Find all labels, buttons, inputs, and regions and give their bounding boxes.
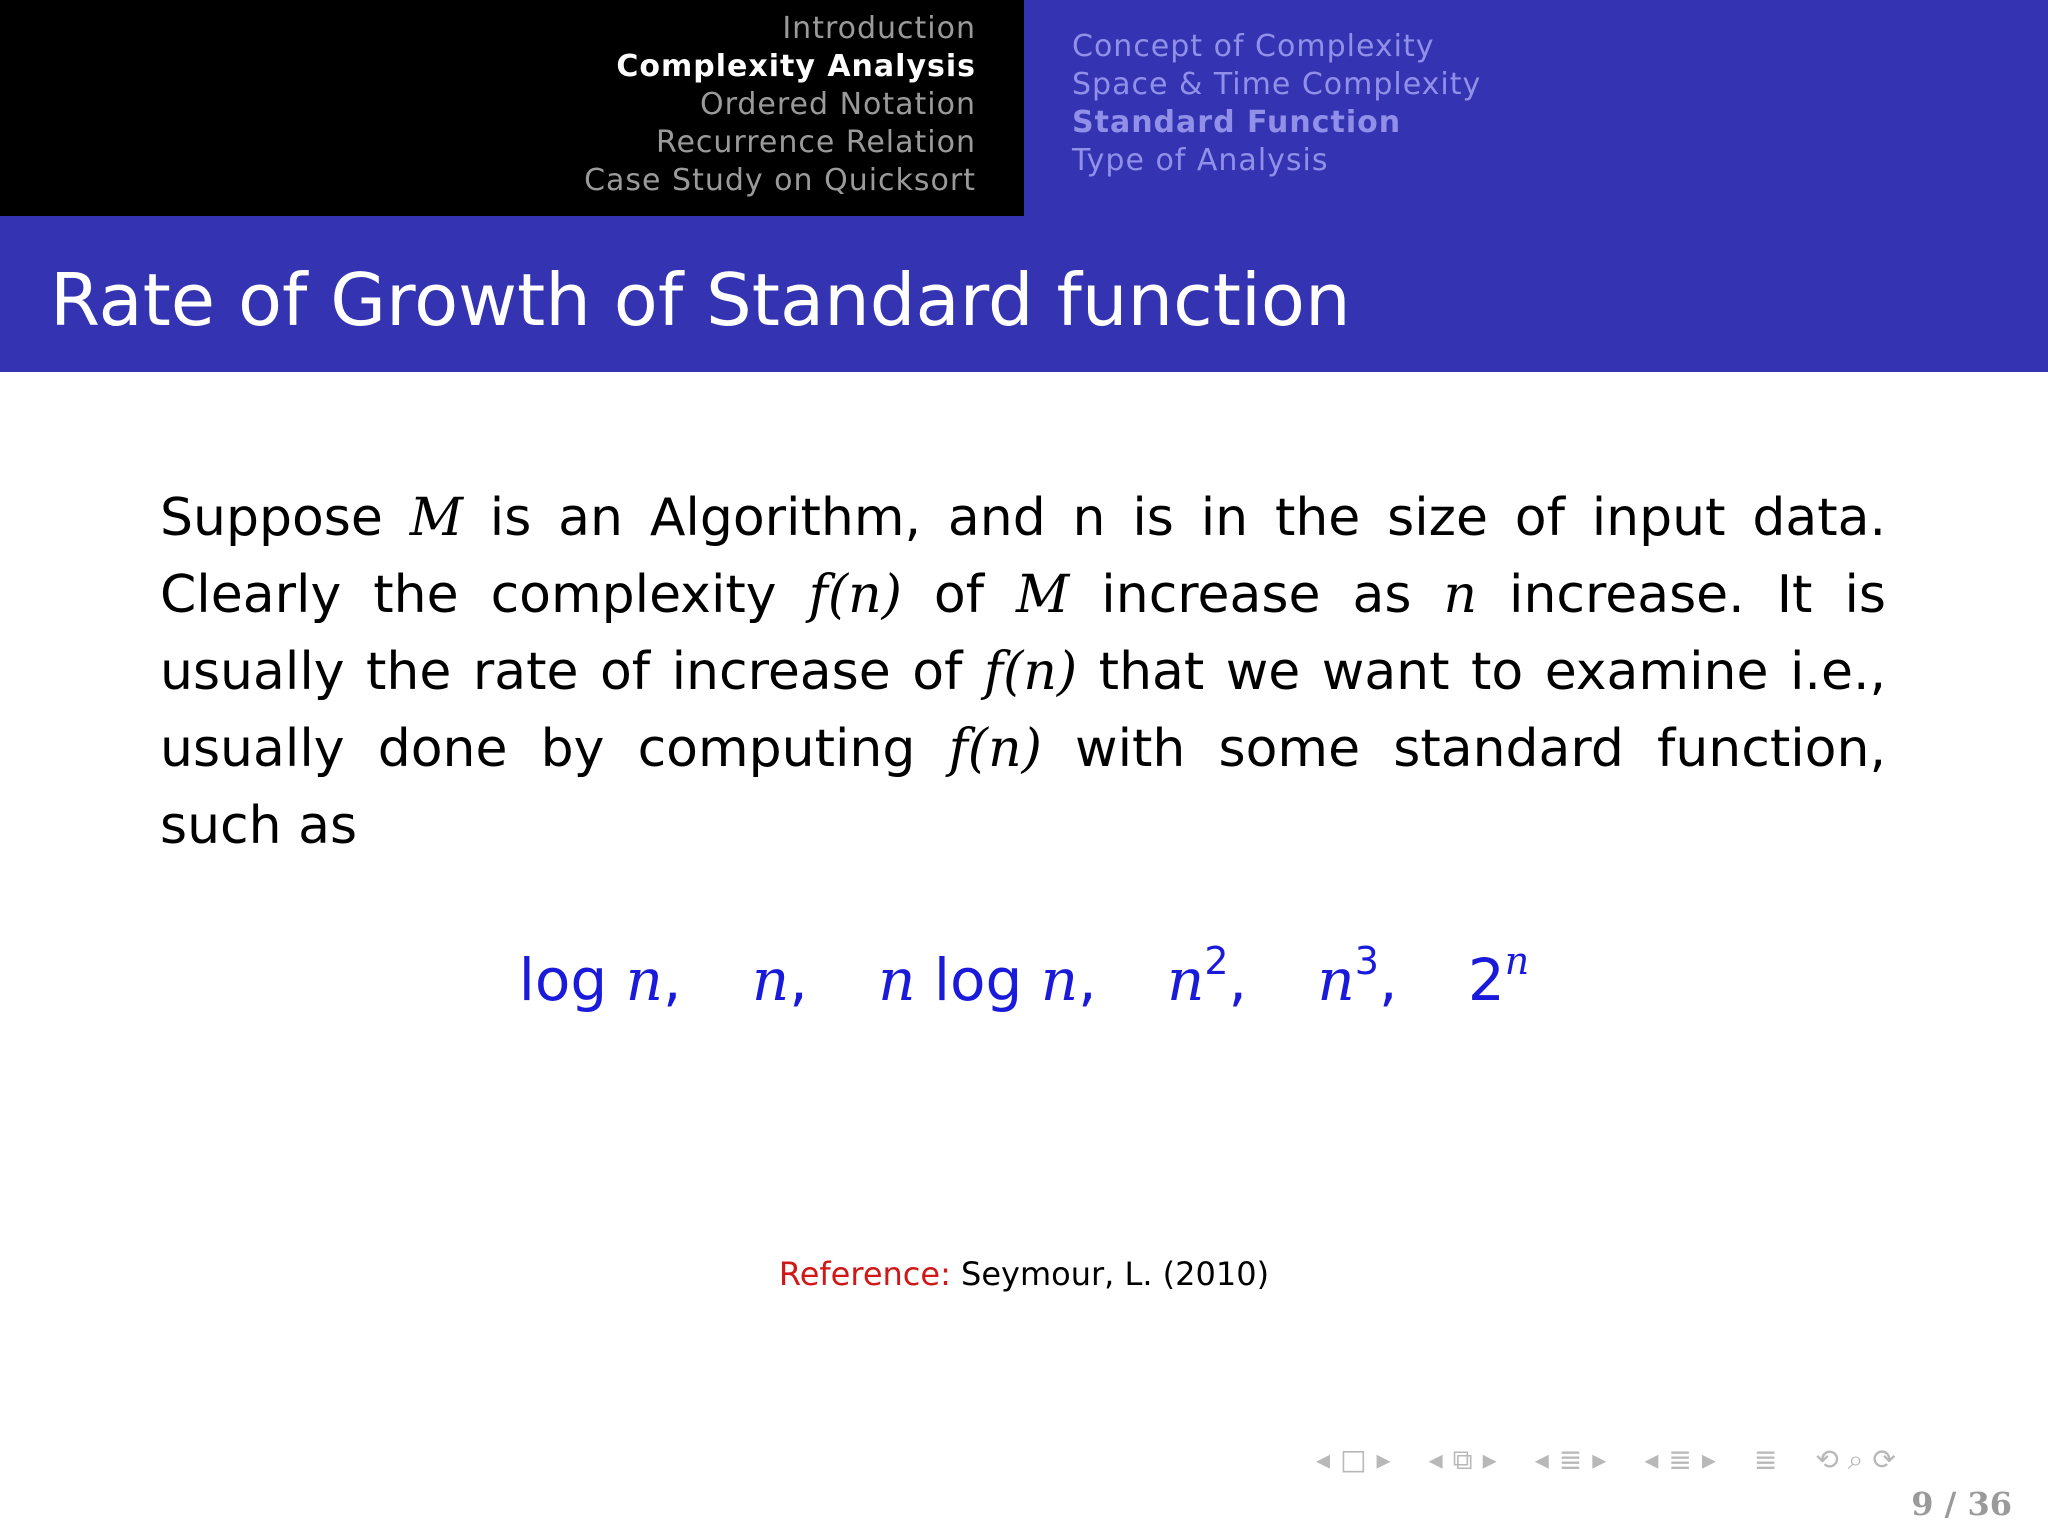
base-two: 2	[1467, 946, 1505, 1014]
math-f-of-n: f(n)	[948, 719, 1042, 779]
body-text-segment: of	[901, 565, 1017, 625]
math-variable-n: n	[1317, 946, 1355, 1014]
math-f-of-n: f(n)	[983, 642, 1078, 702]
exponent: 2	[1204, 939, 1229, 983]
prev-subsection-icon[interactable]: ◂	[1534, 1443, 1549, 1476]
math-algorithm-m: M	[1016, 565, 1070, 625]
math-variable-n: n	[878, 946, 916, 1014]
next-subsection-icon[interactable]: ▸	[1592, 1443, 1607, 1476]
frame-icon[interactable]: ⧉	[1452, 1443, 1473, 1476]
nav-section-introduction[interactable]: Introduction	[782, 11, 976, 46]
math-variable-n: n	[751, 946, 790, 1014]
page-number: 9 / 36	[1911, 1485, 2012, 1523]
body-text-segment: Suppose	[160, 488, 410, 548]
next-section-icon[interactable]: ▸	[1701, 1443, 1716, 1476]
comma: ,	[1078, 946, 1097, 1014]
nav-subsection-concept-of-complexity[interactable]: Concept of Complexity	[1072, 29, 1435, 64]
math-f-of-n: f(n)	[808, 565, 902, 625]
nav-section-case-study-quicksort[interactable]: Case Study on Quicksort	[584, 163, 976, 198]
function-log-n	[519, 940, 682, 1020]
comma: ,	[662, 946, 682, 1014]
frame-title-bar	[0, 216, 2048, 372]
math-variable-n: n	[1166, 946, 1205, 1014]
function-n-squared	[1167, 940, 1247, 1020]
toc-icon[interactable]: ≣	[1753, 1443, 1778, 1476]
body-text-segment: with some standard function, such as	[160, 719, 1886, 856]
comma: ,	[789, 946, 808, 1014]
body-text-segment: is an Algorithm, and n is in the size of input data. Clearly the complexity	[160, 488, 1886, 625]
nav-subsection-space-time-complexity[interactable]: Space & Time Complexity	[1072, 67, 1482, 102]
search-undo-redo-icon[interactable]: ⟲ ⌕ ⟳	[1815, 1443, 1896, 1476]
math-variable-n: n	[625, 946, 663, 1014]
nav-section-recurrence-relation[interactable]: Recurrence Relation	[655, 125, 976, 160]
function-n-log-n	[878, 940, 1096, 1020]
body-text-segment: increase. It is usually the rate of increase of	[160, 565, 1886, 702]
body-text-segment: increase as	[1069, 565, 1444, 625]
section-navigation	[0, 0, 1024, 216]
body-paragraph	[160, 480, 1886, 865]
function-n	[752, 940, 808, 1020]
math-variable-n: n	[1040, 946, 1079, 1014]
section-icon[interactable]: ≣	[1668, 1443, 1692, 1476]
nav-section-ordered-notation[interactable]: Ordered Notation	[699, 87, 976, 122]
exponent: 3	[1354, 939, 1379, 983]
reference-citation: Seymour, L. (2010)	[961, 1255, 1270, 1293]
slide-icon[interactable]: □	[1340, 1443, 1367, 1476]
reference-label: Reference:	[778, 1255, 951, 1293]
log-operator: log	[915, 946, 1041, 1014]
body-text-segment: that we want to examine i.e., usually done by computing	[160, 642, 1886, 779]
exponent: n	[1504, 939, 1530, 983]
reference-line	[0, 1252, 2048, 1296]
nav-section-complexity-analysis[interactable]: Complexity Analysis	[616, 49, 976, 84]
next-slide-icon[interactable]: ▸	[1376, 1443, 1391, 1476]
next-frame-icon[interactable]: ▸	[1482, 1443, 1497, 1476]
prev-frame-icon[interactable]: ◂	[1428, 1443, 1443, 1476]
beamer-navigation-symbols	[1316, 1440, 2036, 1480]
function-two-to-n	[1468, 940, 1529, 1020]
header-bar	[0, 0, 2048, 216]
prev-slide-icon[interactable]: ◂	[1316, 1443, 1331, 1476]
comma: ,	[1228, 946, 1247, 1014]
frame-title: Rate of Growth of Standard function	[50, 258, 1351, 342]
prev-section-icon[interactable]: ◂	[1644, 1443, 1659, 1476]
comma: ,	[1378, 946, 1398, 1014]
nav-subsection-standard-function[interactable]: Standard Function	[1072, 105, 1402, 140]
standard-functions-list	[0, 940, 2048, 1020]
log-operator: log	[518, 946, 626, 1014]
subsection-icon[interactable]: ≣	[1558, 1443, 1583, 1476]
math-algorithm-m: M	[409, 488, 463, 548]
function-n-cubed	[1317, 940, 1397, 1020]
subsection-navigation	[1024, 0, 2048, 216]
nav-subsection-type-of-analysis[interactable]: Type of Analysis	[1072, 143, 1329, 178]
math-variable-n: n	[1443, 565, 1477, 625]
